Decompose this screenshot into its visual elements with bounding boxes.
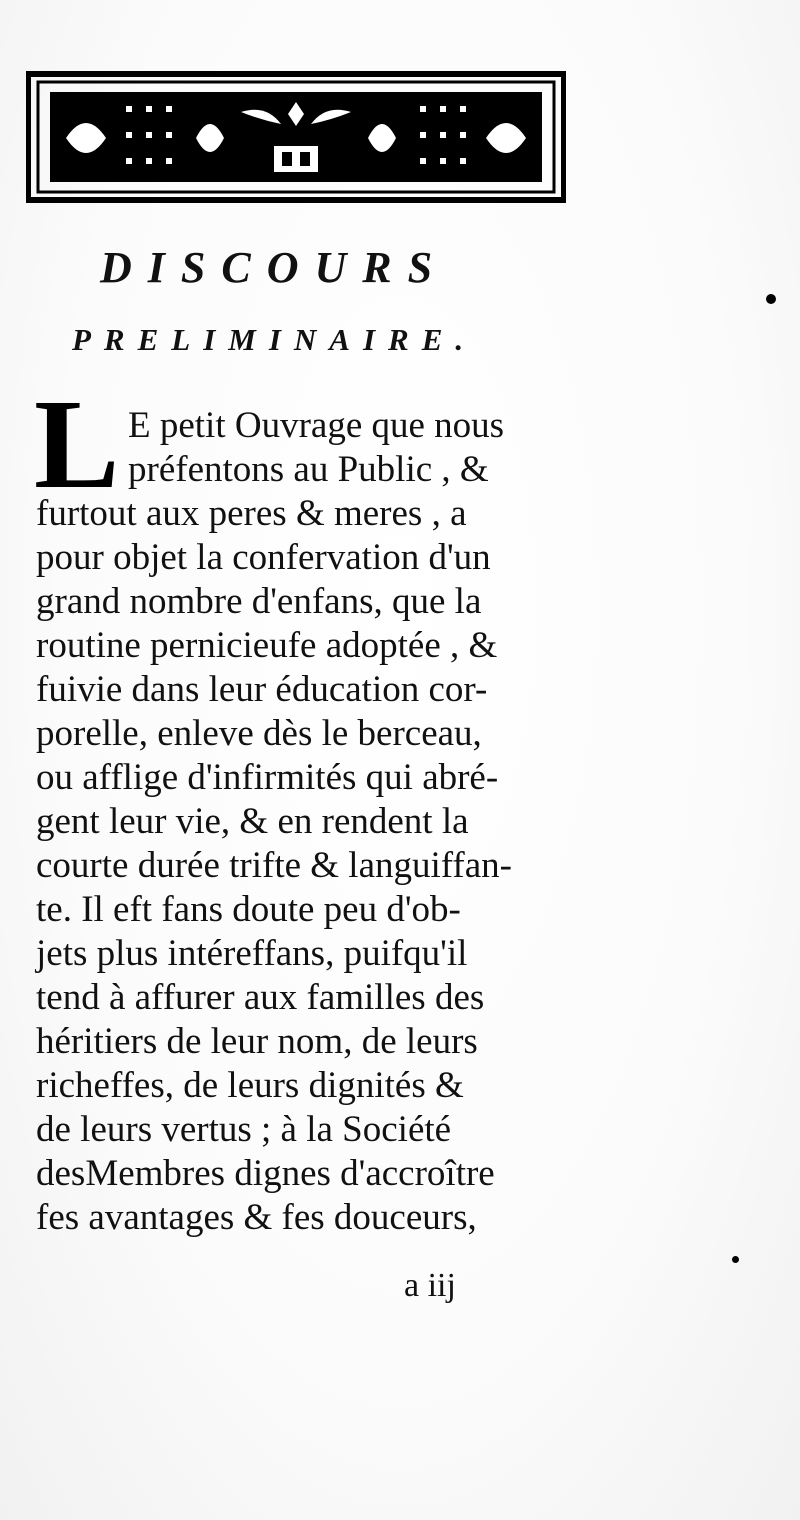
page-title: DISCOURS	[100, 243, 449, 292]
text-line: E petit Ouvrage que nous	[128, 405, 505, 446]
signature-mark: a iij	[404, 1267, 456, 1304]
text-line: pour objet la confervation d'un	[36, 537, 491, 578]
text-line: grand nombre d'enfans, que la	[36, 581, 482, 622]
ink-speck	[732, 1256, 739, 1263]
text-line: te. Il eft fans doute peu d'ob-	[36, 889, 461, 930]
text-line: gent leur vie, & en rendent la	[36, 801, 469, 842]
page-subtitle: PRELIMINAIRE.	[72, 322, 477, 357]
ornamental-headpiece	[26, 68, 566, 206]
text-line: fuivie dans leur éducation cor-	[36, 669, 488, 710]
drop-cap: L	[34, 373, 120, 515]
text-line: courte durée trifte & languiffan-	[36, 845, 512, 886]
text-line: richeffes, de leurs dignités &	[36, 1065, 464, 1106]
text-line: ou afflige d'infirmités qui abré-	[36, 757, 499, 798]
text-line: héritiers de leur nom, de leurs	[36, 1021, 478, 1062]
text-line: préfentons au Public , &	[128, 449, 489, 490]
text-line: tend à affurer aux familles des	[36, 977, 485, 1018]
ink-speck	[766, 294, 776, 304]
text-line: furtout aux peres & meres , a	[36, 493, 467, 534]
text-line: porelle, enleve dès le berceau,	[36, 713, 482, 754]
text-line: desMembres dignes d'accroître	[36, 1153, 495, 1194]
text-line: routine pernicieufe adoptée , &	[36, 625, 498, 666]
text-line: de leurs vertus ; à la Société	[36, 1109, 452, 1150]
text-line: jets plus intéreffans, puifqu'il	[36, 933, 468, 974]
text-line: fes avantages & fes douceurs,	[36, 1197, 477, 1238]
